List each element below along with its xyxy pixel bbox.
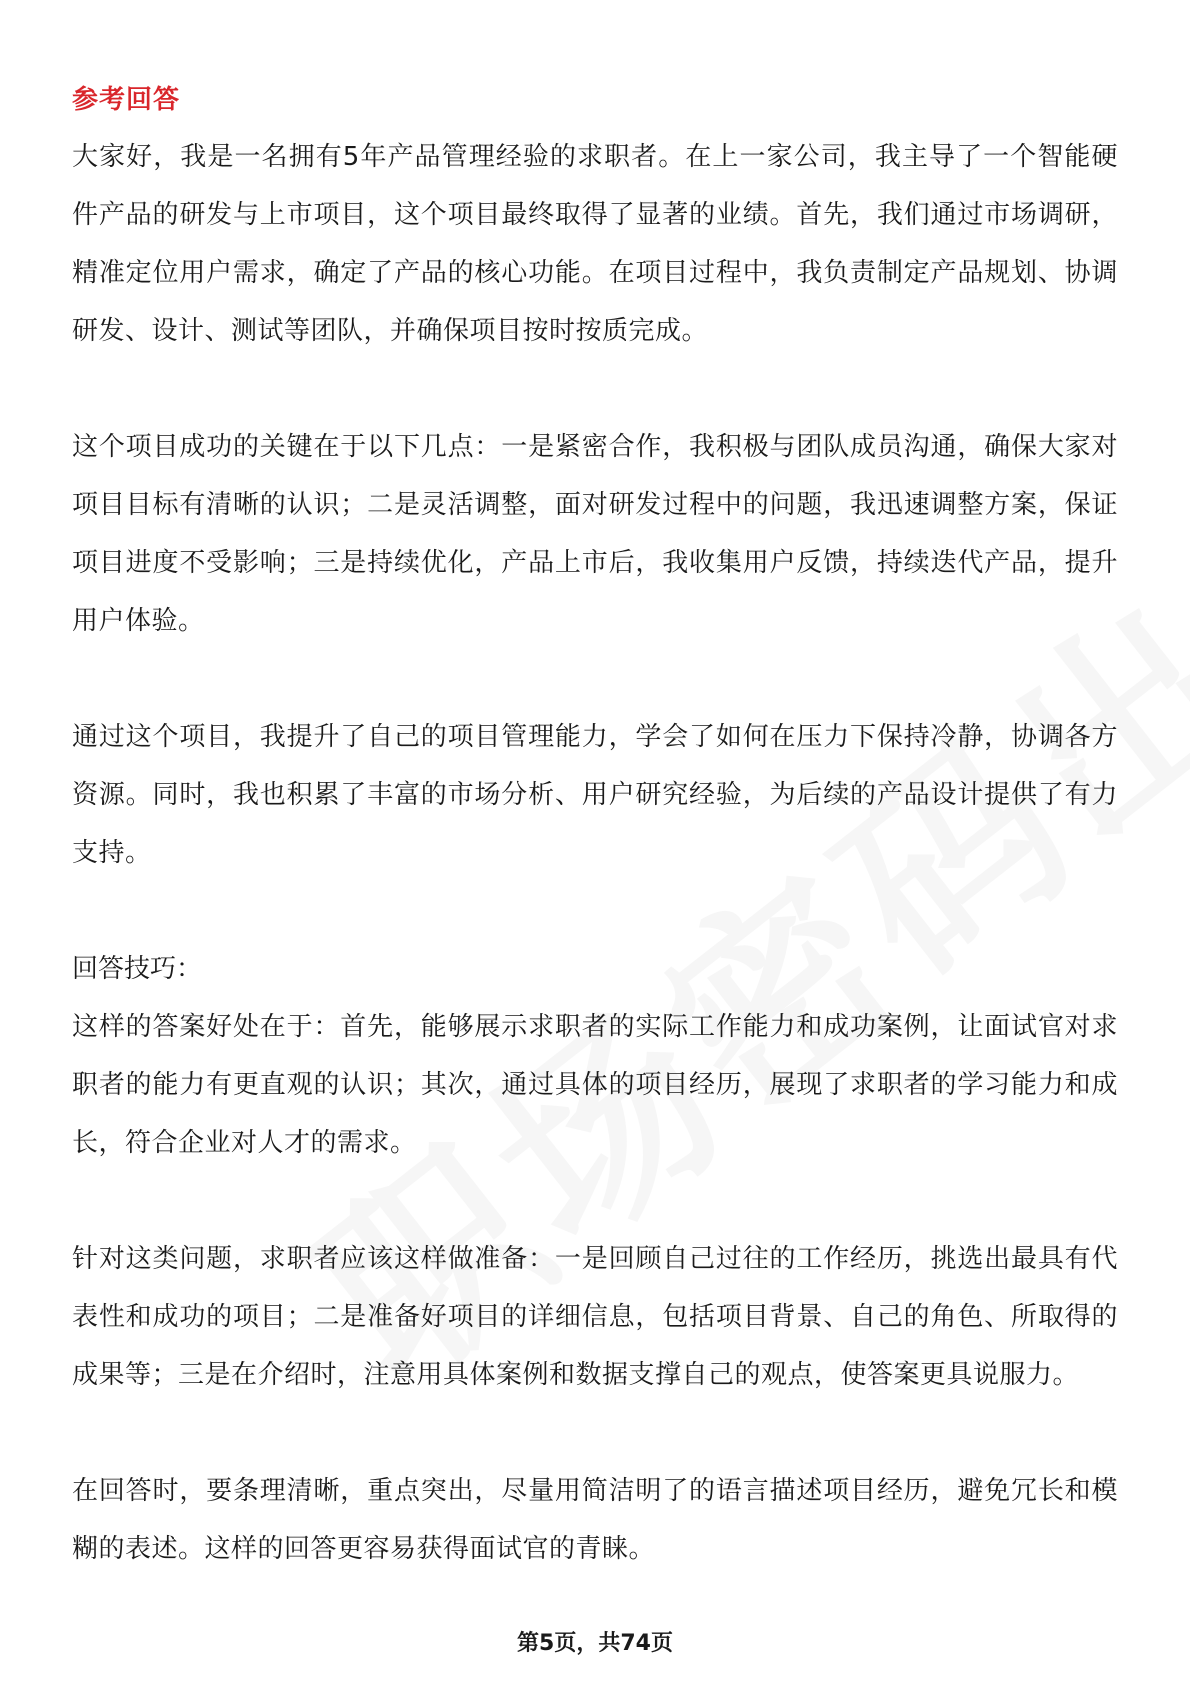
- paragraph-gap: [72, 1172, 1118, 1230]
- paragraph-gap: [72, 882, 1118, 940]
- tips-paragraph-2: 针对这类问题，求职者应该这样做准备：一是回顾自己过往的工作经历，挑选出最具有代表性和成功的项目；二是准备好项目的详细信息，包括项目背景、自己的角色、所取得的成果等；三是在介绍时，注意用具体案例和数据支撑自己的观点，使答案更具说服力。: [72, 1244, 1118, 1390]
- page-content: [72, 72, 1118, 1578]
- answer-paragraph-1: 大家好，我是一名拥有5年产品管理经验的求职者。在上一家公司，我主导了一个智能硬件产品的研发与上市项目，这个项目最终取得了显著的业绩。首先，我们通过市场调研，精准定位用户需求，确定了产品的核心功能。在项目过程中，我负责制定产品规划、协调研发、设计、测试等团队，并确保项目按时按质完成。: [72, 142, 1118, 346]
- tips-label: 回答技巧：: [72, 954, 203, 984]
- section-heading: 参考回答: [72, 85, 181, 115]
- tips-paragraph-1: 这样的答案好处在于：首先，能够展示求职者的实际工作能力和成功案例，让面试官对求职者的能力有更直观的认识；其次，通过具体的项目经历，展现了求职者的学习能力和成长，符合企业对人才的需求。: [72, 1012, 1118, 1158]
- answer-paragraph-2: 这个项目成功的关键在于以下几点：一是紧密合作，我积极与团队成员沟通，确保大家对项目目标有清晰的认识；二是灵活调整，面对研发过程中的问题，我迅速调整方案，保证项目进度不受影响；三是持续优化，产品上市后，我收集用户反馈，持续迭代产品，提升用户体验。: [72, 432, 1118, 636]
- answer-paragraph-3: 通过这个项目，我提升了自己的项目管理能力，学会了如何在压力下保持冷静，协调各方资源。同时，我也积累了丰富的市场分析、用户研究经验，为后续的产品设计提供了有力支持。: [72, 722, 1118, 868]
- page-number-footer: 第5页，共74页: [517, 1631, 673, 1656]
- paragraph-gap: [72, 1404, 1118, 1462]
- paragraph-gap: [72, 360, 1118, 418]
- tips-paragraph-3: 在回答时，要条理清晰，重点突出，尽量用简洁明了的语言描述项目经历，避免冗长和模糊的表述。这样的回答更容易获得面试官的青睐。: [72, 1476, 1118, 1564]
- paragraph-gap: [72, 650, 1118, 708]
